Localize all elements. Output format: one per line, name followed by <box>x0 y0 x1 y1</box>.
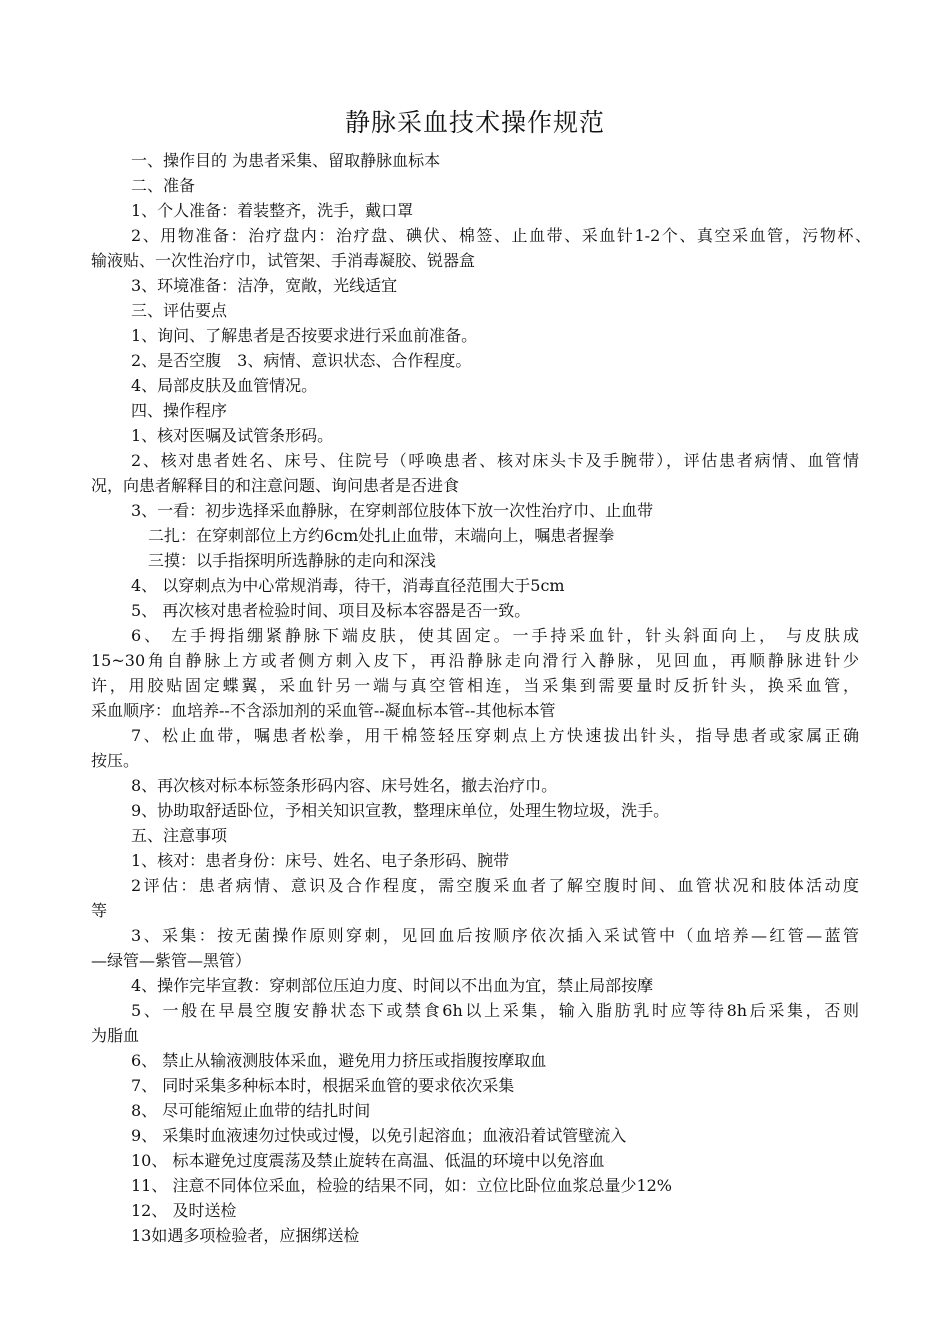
text-line: 二扎：在穿刺部位上方约6cm处扎止血带，末端向上，嘱患者握拳 <box>148 526 615 545</box>
text-line: 四、操作程序 <box>131 401 228 420</box>
text-line: 五、注意事项 <box>131 826 228 845</box>
text-line: 10、 标本避免过度震荡及禁止旋转在高温、低温的环境中以免溶血 <box>131 1151 605 1170</box>
text-line: 7、松止血带，嘱患者松拳，用干棉签轻压穿刺点上方快速拔出针头，指导患者或家属正确 <box>131 726 859 745</box>
text-line: 2评估：患者病情、意识及合作程度，需空腹采血者了解空腹时间、血管状况和肢体活动度 <box>131 876 859 895</box>
text-line: 1、询问、了解患者是否按要求进行采血前准备。 <box>131 326 478 345</box>
text-line: 三、评估要点 <box>131 301 228 320</box>
text-line: 等 <box>91 901 108 920</box>
text-line: 3、环境准备：洁净，宽敞，光线适宜 <box>131 276 398 295</box>
text-line: 15~30角自静脉上方或者侧方刺入皮下，再沿静脉走向滑行入静脉，见回血，再顺静脉进针少 <box>91 651 859 670</box>
text-line: 三摸：以手指探明所选静脉的走向和深浅 <box>148 551 437 570</box>
text-line: 1、核对：患者身份：床号、姓名、电子条形码、腕带 <box>131 851 510 870</box>
text-line: 2、是否空腹 3、病情、意识状态、合作程度。 <box>131 351 472 370</box>
text-line: 1、核对医嘱及试管条形码。 <box>131 426 334 445</box>
text-line: 8、 尽可能缩短止血带的结扎时间 <box>131 1101 371 1120</box>
text-line: 6、 左手拇指绷紧静脉下端皮肤，使其固定。一手持采血针，针头斜面向上， 与皮肤成 <box>131 626 859 645</box>
text-line: 为脂血 <box>91 1026 140 1045</box>
text-line: —绿管—紫管—黑管） <box>91 951 252 970</box>
text-line: 11、 注意不同体位采血，检验的结果不同，如：立位比卧位血浆总量少12% <box>131 1176 673 1195</box>
text-line: 4、局部皮肤及血管情况。 <box>131 376 318 395</box>
text-line: 采血顺序：血培养--不含添加剂的采血管--凝血标本管--其他标本管 <box>91 701 556 720</box>
text-line: 4、操作完毕宣教：穿刺部位压迫力度、时间以不出血为宜，禁止局部按摩 <box>131 976 654 995</box>
text-line: 2、核对患者姓名、床号、住院号（呼唤患者、核对床头卡及手腕带），评估患者病情、血管情 <box>131 451 859 470</box>
text-line: 3、一看：初步选择采血静脉，在穿刺部位肢体下放一次性治疗巾、止血带 <box>131 501 654 520</box>
text-line: 1、个人准备：着装整齐，洗手，戴口罩 <box>131 201 414 220</box>
text-line: 况，向患者解释目的和注意问题、询问患者是否进食 <box>91 476 460 495</box>
text-line: 12、 及时送检 <box>131 1201 237 1220</box>
text-line: 一、操作目的 为患者采集、留取静脉血标本 <box>131 151 441 170</box>
text-line: 许，用胶贴固定蝶翼，采血针另一端与真空管相连，当采集到需要量时反折针头，换采血管， <box>91 676 859 695</box>
text-line: 3、采集：按无菌操作原则穿刺，见回血后按顺序依次插入采试管中（血培养—红管—蓝管 <box>131 926 859 945</box>
text-line: 按压。 <box>91 751 140 770</box>
text-line: 7、 同时采集多种标本时，根据采血管的要求依次采集 <box>131 1076 515 1095</box>
text-line: 9、 采集时血液速勿过快或过慢，以免引起溶血；血液沿着试管壁流入 <box>131 1126 627 1145</box>
text-line: 二、准备 <box>131 176 196 195</box>
text-line: 5、一般在早晨空腹安静状态下或禁食6h以上采集，输入脂肪乳时应等待8h后采集，否则 <box>131 1001 859 1020</box>
text-line: 5、 再次核对患者检验时间、项目及标本容器是否一致。 <box>131 601 531 620</box>
text-line: 8、再次核对标本标签条形码内容、床号姓名，撤去治疗巾。 <box>131 776 558 795</box>
text-line: 13如遇多项检验者，应捆绑送检 <box>131 1226 360 1245</box>
text-line: 输液贴、一次性治疗巾，试管架、手消毒凝胶、锐器盒 <box>91 251 476 270</box>
text-line: 9、协助取舒适卧位，予相关知识宣教，整理床单位，处理生物垃圾，洗手。 <box>131 801 670 820</box>
document-title: 静脉采血技术操作规范 <box>344 108 605 137</box>
text-line: 4、 以穿刺点为中心常规消毒，待干，消毒直径范围大于5cm <box>131 576 565 595</box>
text-line: 2、用物准备：治疗盘内：治疗盘、碘伏、棉签、止血带、采血针1-2个、真空采血管，污物杯、 <box>131 226 871 245</box>
text-line: 6、 禁止从输液测肢体采血，避免用力挤压或指腹按摩取血 <box>131 1051 547 1070</box>
